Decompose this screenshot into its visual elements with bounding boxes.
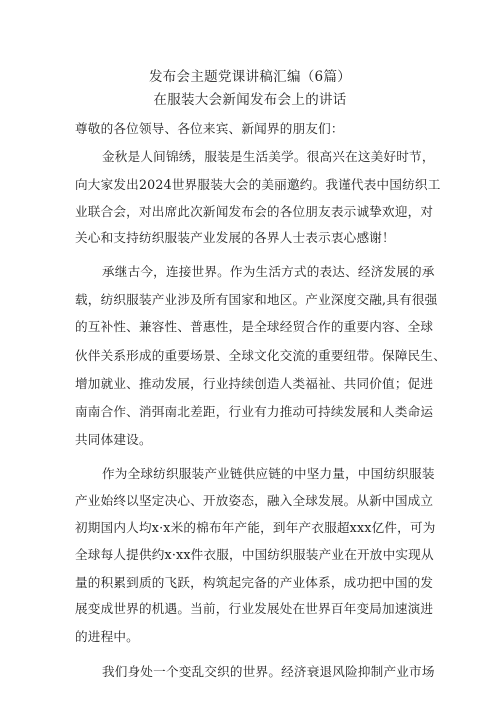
paragraph-line: 的进程中。 bbox=[75, 629, 139, 644]
paragraph-line: 伙伴关系形成的重要场景、全球文化交流的重要纽带。保障民生、 bbox=[75, 348, 447, 363]
paragraph-line: 展变成世界的机遇。当前，行业发展处在世界百年变局加速演进 bbox=[75, 601, 434, 616]
paragraph-line: 作为全球纺织服装产业链供应链的中坚力量，中国纺织服装 bbox=[102, 466, 435, 481]
paragraph-line: 关心和支持纺织服装产业发展的各界人士表示衷心感谢！ bbox=[75, 230, 395, 245]
paragraph-line: 载，纺织服装产业涉及所有国家和地区。产业深度交融,具有很强 bbox=[75, 292, 438, 307]
paragraph-line: 我们身处一个变乱交织的世界。经济衰退风险抑制产业市场 bbox=[102, 664, 435, 679]
document-title: 发布会主题党课讲稿汇编（6篇） bbox=[148, 69, 352, 85]
paragraph-line: 的互补性、兼容性、普惠性，是全球经贸合作的重要内容、全球 bbox=[75, 319, 434, 334]
paragraph-line: 业联合会，对出席此次新闻发布会的各位朋友表示诚挚欢迎，对 bbox=[75, 204, 434, 219]
paragraph-line: 全球每人提供约x·xx件衣服，中国纺织服装产业在开放中实现从 bbox=[75, 547, 434, 562]
paragraph-line: 产业始终以坚定决心、开放姿态，融入全球发展。从新中国成立 bbox=[75, 493, 434, 508]
paragraph-line: 金秋是人间锦绣，服装是生活美学。很高兴在这美好时节， bbox=[102, 149, 435, 164]
paragraph-line: 初期国内人均x·x米的棉布年产能，到年产衣服超xxx亿件，可为 bbox=[75, 520, 436, 535]
paragraph-line: 增加就业、推动发展，行业持续创造人类福祉、共同价值；促进 bbox=[75, 376, 434, 391]
document-subtitle: 在服装大会新闻发布会上的讲话 bbox=[153, 92, 347, 108]
paragraph-line: 量的积累到质的飞跃，构筑起完备的产业体系，成功把中国的发 bbox=[75, 575, 434, 590]
paragraph-line: 承继古今，连接世界。作为生活方式的表达、经济发展的承 bbox=[102, 264, 435, 279]
salutation: 尊敬的各位领导、各位来宾、新闻界的朋友们： bbox=[75, 121, 344, 136]
paragraph-line: 南南合作、消弭南北差距，行业有力推动可持续发展和人类命运 bbox=[75, 404, 434, 419]
paragraph-line: 向大家发出2024世界服装大会的美丽邀约。我谨代表中国纺织工 bbox=[75, 177, 441, 192]
paragraph-line: 共同体建设。 bbox=[75, 432, 152, 447]
